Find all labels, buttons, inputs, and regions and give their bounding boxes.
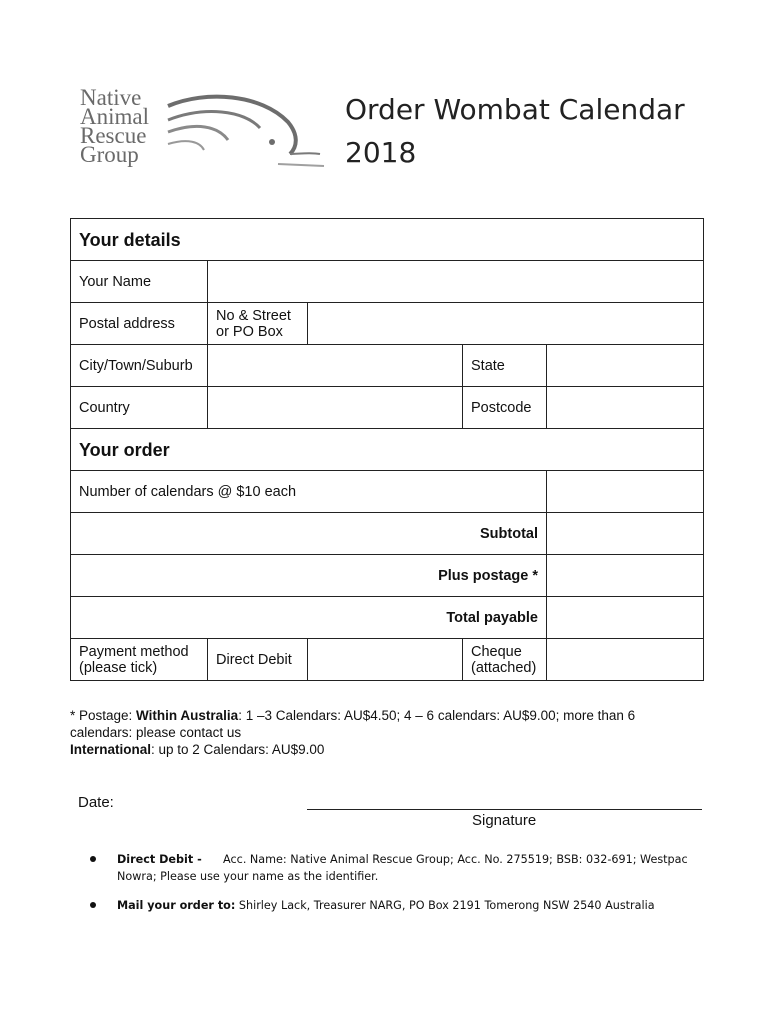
country-field[interactable]	[208, 387, 463, 429]
bullet-text: Shirley Lack, Treasurer NARG, PO Box 2191 Tomerong NSW 2540 Australia	[235, 899, 655, 912]
payment-instructions	[90, 851, 690, 926]
international-label: International	[70, 742, 152, 757]
logo	[76, 84, 326, 180]
postcode-label: Postcode	[463, 387, 547, 429]
street-label	[208, 303, 308, 345]
street-label-line: or PO Box	[216, 323, 283, 340]
bullet-label: Direct Debit	[117, 853, 194, 866]
your-order-heading: Your order	[71, 429, 704, 471]
your-name-field[interactable]	[208, 261, 704, 303]
postage-note-domestic	[70, 707, 690, 741]
subtotal-label: Subtotal	[71, 513, 547, 555]
total-payable-field[interactable]	[547, 597, 704, 639]
bullet-icon	[90, 856, 96, 862]
cheque-label	[463, 639, 547, 681]
total-payable-label: Total payable	[71, 597, 547, 639]
num-calendars-label: Number of calendars @ $10 each	[71, 471, 547, 513]
logo-line: Group	[80, 142, 139, 167]
postage-note-international	[70, 741, 690, 758]
within-australia-label: Within Australia	[136, 708, 239, 723]
cheque-line: (attached)	[471, 659, 537, 676]
postage-label: Plus postage *	[71, 555, 547, 597]
your-name-label: Your Name	[71, 261, 208, 303]
signature-label: Signature	[472, 812, 537, 829]
page-title	[345, 88, 685, 174]
direct-debit-tick-box[interactable]	[308, 639, 463, 681]
postage-note	[70, 707, 690, 758]
bullet-separator: :	[230, 899, 236, 912]
postal-address-label: Postal address	[71, 303, 208, 345]
bullet-separator: -	[193, 853, 202, 866]
direct-debit-label: Direct Debit	[208, 639, 308, 681]
list-item	[90, 851, 690, 885]
logo-line: Rescue	[80, 123, 147, 148]
subtotal-field[interactable]	[547, 513, 704, 555]
list-item	[90, 897, 690, 914]
num-calendars-field[interactable]	[547, 471, 704, 513]
state-field[interactable]	[547, 345, 704, 387]
your-details-heading: Your details	[71, 219, 704, 261]
international-text: : up to 2 Calendars: AU$9.00	[151, 742, 325, 757]
country-label: Country	[71, 387, 208, 429]
city-label: City/Town/Suburb	[71, 345, 208, 387]
bullet-text: Acc. Name: Native Animal Rescue Group; Acc. No. 275519; BSB: 032-691; Westpac Nowra; Please use your name as the identifier.	[117, 853, 692, 883]
date-label: Date:	[78, 794, 114, 811]
postcode-field[interactable]	[547, 387, 704, 429]
within-australia-text: : 1 –3 Calendars: AU$4.50; 4 – 6 calendars: AU$9.00; more than 6 calendars: please contact us	[70, 708, 636, 740]
payment-method-line: Payment method	[79, 643, 189, 660]
title-line-2: 2018	[345, 136, 417, 169]
signature-line[interactable]	[307, 809, 702, 810]
postal-address-field[interactable]	[308, 303, 704, 345]
cheque-tick-box[interactable]	[547, 639, 704, 681]
logo-line: Animal	[80, 104, 149, 129]
payment-method-line: (please tick)	[79, 659, 158, 676]
logo-text	[80, 85, 149, 167]
city-field[interactable]	[208, 345, 463, 387]
street-label-line: No & Street	[216, 307, 291, 324]
order-form-table	[70, 218, 704, 681]
bullet-label: Mail your order to	[117, 899, 231, 912]
postage-note-prefix: * Postage:	[70, 708, 137, 723]
logo-line: Native	[80, 85, 142, 110]
postage-field[interactable]	[547, 555, 704, 597]
bullet-icon	[90, 902, 96, 908]
state-label: State	[463, 345, 547, 387]
cheque-line: Cheque	[471, 643, 522, 660]
title-line-1: Order Wombat Calendar	[345, 93, 685, 126]
payment-method-label	[71, 639, 208, 681]
